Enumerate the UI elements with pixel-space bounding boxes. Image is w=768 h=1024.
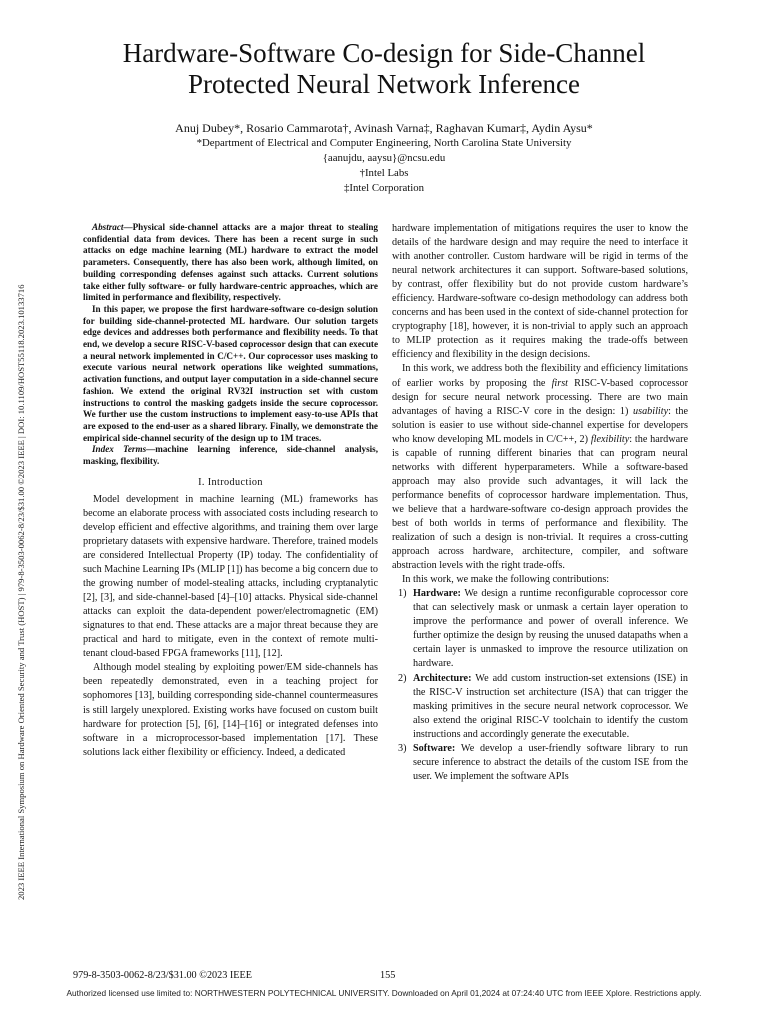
author-list: Anuj Dubey*, Rosario Cammarota†, Avinash Varna‡, Raghavan Kumar‡, Aydin Aysu* (175, 121, 593, 135)
right-column (392, 222, 688, 784)
affiliations (60, 136, 708, 196)
right-paragraph-2: In this work, we address both the flexibility and efficiency limitations of earlier works by proposing the first RISC-V-based coprocessor design for secure neural network processing. There are two main advantages of having a RISC-V core in the design: 1) usability: the solution is easier to use without side-channel expertise for developers who know developing ML models in C/C++, 2) flexibility: the hardware is capable of running different binaries that can program neural networks with different hyperparameters. While a software-based approach may also provide such advantages, it will lack the performance benefits of coprocessor hardware implementation. Thus, we believe that a hardware-software co-design approach provides the best of both worlds in terms of performance and flexibility. The realization of such a design is non-trivial. It requires a cross-cutting approach across hardware, architecture, compiler, and software abstraction levels with the right trade-offs. (392, 363, 689, 572)
side-margin-citation (16, 140, 36, 900)
paper-title-line1: Hardware-Software Co-design for Side-Channel (122, 38, 646, 68)
abstract-paragraph-2: In this paper, we propose the first hardware-software co-design solution for building side-channel-protected ML hardware. Our solution targets edge devices and addresses both performance and flexibility needs. To that end, we develop a secure RISC-V-based coprocessor design that can execute a neural network implemented in C/C++. Our coprocessor uses masking to execute various neural network operations like weighted summations, activation functions, and output layer computation in a side-channel secure fashion. We extend the original RV32I instruction set with custom instructions to control the masking gadgets inside the secure coprocessor. We further use the custom instructions to implement easy-to-use APIs that are exposed to the end-user as a shared library. Finally, we demonstrate the empirical side-channel security of the design up to 1M traces. (83, 303, 378, 443)
contribution-item-architecture (392, 672, 688, 742)
contribution-list (392, 587, 688, 784)
contribution-item-software (392, 742, 688, 784)
contribution-heading: Hardware: (413, 588, 461, 600)
intro-paragraph-2: Although model stealing by exploiting power/EM side-channels has been repeatedly demonstrated, even in a teaching project for sophomores [13], building corresponding side-channel countermeasures is still largely unexplored. Existing works have focused on custom built hardware for protection [5], [6], [14]–[16] or integrated defenses into software in a microprocessor-based implementation [17]. These solutions lack either flexibility or efficiency. Indeed, a dedicated (83, 662, 378, 758)
index-terms-text: —machine learning inference, side-channel analysis, masking, flexibility. (83, 444, 379, 467)
intro-paragraph-1: Model development in machine learning (ML) frameworks has become an elaborate process with associated costs including research to develop efficient and effective algorithms, and training them over large proprietary datasets with expensive hardware. Therefore, trained models are considered Intellectual Property (IP) today. The confidentiality of such Machine Learning IPs (MLIP [1]) has become a big concern due to the growing number of model-stealing attacks, including cryptanalytic [2], [3], and side-channel-based [4]–[10] attacks. Physical side-channel attacks can exploit the data-dependent power/electromagnetic (EM) signatures to that end. These attacks are a major threat because they are practical and hard to mitigate, even in the context of remote multi-tenant cloud-based FPGA frameworks [11], [12]. (83, 493, 378, 660)
contribution-heading: Architecture: (413, 672, 472, 684)
side-margin-citation-text: 2023 IEEE International Symposium on Hardware Oriented Security and Trust (HOST) | 979-8-3503-0062-8/23/$31.00 ©2023 IEEE | DOI: 10.1109/HOST55118.2023.10133716 (16, 284, 26, 900)
affiliation-ncsu: *Department of Electrical and Computer Engineering, North Carolina State University (196, 137, 572, 149)
contribution-text: We develop a user-friendly software library to run secure inference to abstract the details of the custom ISE from the user. We implement the software APIs (413, 742, 688, 782)
license-notice: Authorized licensed use limited to: NORTHWESTERN POLYTECHNICAL UNIVERSITY. Downloaded on April 01,2024 at 07:24:40 UTC from IEEE Xplore. Restrictions apply. (66, 988, 702, 998)
affiliation-email: {aanujdu, aaysu}@ncsu.edu (322, 152, 446, 164)
right-paragraph-3: In this work, we make the following contributions: (402, 574, 610, 586)
index-terms-lead: Index Terms (92, 444, 147, 455)
contribution-item-hardware (392, 587, 688, 671)
abstract (83, 222, 378, 468)
paper-title (60, 38, 708, 100)
affiliation-intel-labs: †Intel Labs (359, 167, 409, 179)
right-paragraph-1: hardware implementation of mitigations requires the user to know the details of the hardware design and may require the need to interface it with another controller. Custom hardware will be rigid in terms of the neural network architectures it can support. Software-based solutions, by contrast, offer flexibility but do not provide custom hardware’s efficiency. Hardware-software co-design methodology can address both concerns and has been used in the context of side-channel protection for cryptography [18], however, it is non-trivial to apply such an approach to MLIP protection as it requires making the trade-offs between efficiency and flexibility in the design decisions. (392, 223, 688, 361)
page-number: 155 (380, 970, 396, 981)
contribution-number: 2) (398, 672, 407, 684)
abstract-paragraph-1: —Physical side-channel attacks are a major threat to stealing confidential data from devices. There has been a recent surge in such attacks on edge machine learning (ML) hardware to extract the model parameters. Consequently, there has also been work, although limited, on building corresponding defenses against such attacks. Current solutions take either fully software- or fully hardware-centric approaches, which are limited in performance and flexibility, respectively. (83, 222, 378, 303)
paper-title-line2: Protected Neural Network Inference (187, 69, 581, 99)
contribution-number: 1) (398, 588, 407, 600)
left-column (83, 222, 378, 760)
contribution-heading: Software: (413, 742, 456, 754)
section-heading-introduction: I. Introduction (198, 476, 263, 488)
contribution-text: We add custom instruction-set extensions (ISE) in the RISC-V instruction set architecture (ISA) that can trigger the masking primitives in the secure neural network coprocessor. We also extend the original RISC-V toolchain to identify the custom instructions and accordingly generate the executable. (413, 672, 688, 740)
contribution-number: 3) (398, 742, 407, 754)
footer-isbn: 979-8-3503-0062-8/23/$31.00 ©2023 IEEE (73, 970, 252, 981)
contribution-text: We design a runtime reconfigurable coprocessor core that can selectively mask or unmask a certain layer operation to improve the performance and power of overall inference. We further optimize the design by reusing the unused datapaths when a certain layer is unmasked to improve the resource utilization on hardware. (413, 588, 688, 670)
abstract-lead: Abstract (92, 222, 124, 232)
affiliation-intel-corp: ‡Intel Corporation (343, 182, 425, 194)
